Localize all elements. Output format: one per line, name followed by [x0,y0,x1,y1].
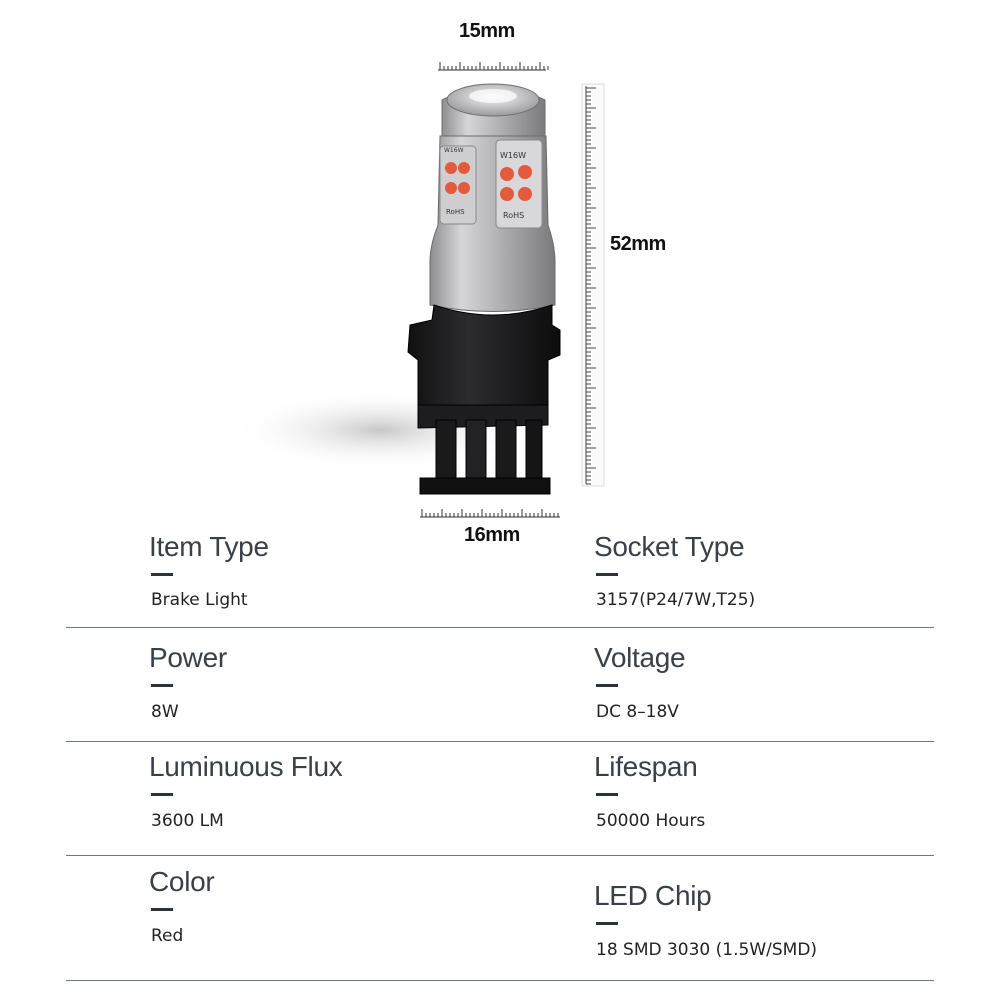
spec-dash [151,573,173,576]
spec-label-color: Color [149,866,215,897]
spec-value-voltage: DC 8–18V [596,702,679,722]
spec-label-power: Power [149,642,227,673]
spec-dash [151,684,173,687]
spec-label-led-chip: LED Chip [594,880,712,911]
spec-dash [596,684,618,687]
spec-value-lifespan: 50000 Hours [596,811,706,831]
bottom-ruler [420,509,560,517]
dimension-height-label: 52mm [610,233,666,255]
board-marking-bottom-left: RoHS [446,208,465,216]
side-ruler [582,84,604,486]
spec-label-socket-type: Socket Type [594,531,745,562]
dimension-top-label: 15mm [459,20,515,42]
spec-value-luminous-flux: 3600 LM [151,811,224,831]
row-divider [66,627,934,628]
top-ruler [438,62,548,70]
spec-label-luminous-flux: Luminuous Flux [149,751,343,782]
spec-dash [151,908,173,911]
bulb-lens [442,84,545,138]
spec-value-item-type: Brake Light [151,590,248,610]
spec-dash [596,573,618,576]
dimension-bottom-label: 16mm [464,524,520,546]
bulb-body [430,136,555,312]
spec-dash [596,793,618,796]
spec-value-socket-type: 3157(P24/7W,T25) [596,590,756,610]
spec-label-voltage: Voltage [594,642,686,673]
spec-value-color: Red [151,926,184,946]
spec-dash [596,922,618,925]
row-divider [66,855,934,856]
spec-dash [151,793,173,796]
board-marking-top-left: W16W [444,147,464,154]
spec-label-item-type: Item Type [149,531,269,562]
spec-label-lifespan: Lifespan [594,751,698,782]
board-marking-top: W16W [500,151,526,160]
row-divider [66,980,934,981]
row-divider [66,741,934,742]
spec-value-led-chip: 18 SMD 3030 (1.5W/SMD) [596,940,818,960]
board-marking-bottom: RoHS [503,211,525,220]
spec-value-power: 8W [151,702,179,722]
